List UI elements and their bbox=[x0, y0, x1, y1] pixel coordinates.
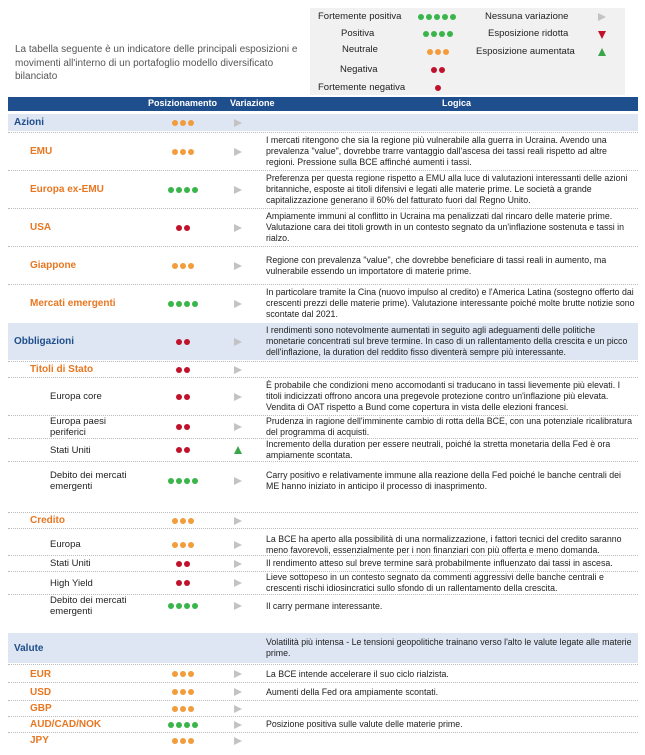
no-change-arrow-icon bbox=[234, 688, 242, 696]
legend-reduced: Esposizione ridotta bbox=[488, 28, 569, 39]
row-label-stati-uniti: Stati Uniti bbox=[50, 444, 91, 456]
no-change-arrow-icon bbox=[234, 366, 242, 374]
logic-text: I mercati ritengono che sia la regione più vulnerabile alla guerra in Ucraina. Avendo una prevalenza "value", dovrebbe trarre vantaggio dall'ascesa dei tassi reali rispetto ad altre regioni. Pressione sulla BCE affinché aumenti i tassi. bbox=[266, 135, 607, 167]
no-change-arrow-icon bbox=[234, 517, 242, 525]
legend-positive-dots bbox=[423, 31, 453, 37]
positioning-indicator bbox=[172, 671, 194, 677]
table-row bbox=[8, 208, 638, 246]
no-change-arrow-icon bbox=[234, 579, 242, 587]
table-row bbox=[8, 361, 638, 377]
logic-text bbox=[266, 733, 636, 748]
no-change-arrow-icon bbox=[234, 423, 242, 431]
table-row bbox=[8, 461, 638, 499]
no-change-arrow-icon bbox=[234, 338, 242, 346]
table-row bbox=[8, 170, 638, 208]
intro-text: La tabella seguente è un indicatore delle principali esposizioni e movimenti all'interno di un portafoglio modello diversificato bilanciato bbox=[15, 44, 298, 82]
no-change-arrow-icon bbox=[234, 224, 242, 232]
positioning-indicator bbox=[172, 518, 194, 524]
no-change-arrow-icon bbox=[234, 541, 242, 549]
table-row bbox=[8, 284, 638, 322]
logic-text bbox=[266, 114, 636, 131]
row-label-obbligazioni: Obbligazioni bbox=[14, 336, 74, 347]
no-change-arrow-icon bbox=[234, 300, 242, 308]
legend-increased-icon bbox=[598, 48, 606, 56]
positioning-indicator bbox=[168, 187, 198, 193]
legend-negative: Negativa bbox=[340, 64, 378, 75]
table-row bbox=[8, 594, 638, 617]
row-label-stati-uniti: Stati Uniti bbox=[50, 558, 91, 569]
row-label-titoli-di-stato: Titoli di Stato bbox=[30, 364, 94, 375]
positioning-indicator bbox=[172, 263, 194, 269]
logic-text: Preferenza per questa regione rispetto a EMU alla luce di valutazioni interessanti delle azioni britanniche, esposte ai titoli difensivi e legati alle materie prime. Le società a grande capitalizzazione generano il 60% del fatturato fuori dal Regno Unito. bbox=[266, 173, 628, 205]
logic-text: In particolare tramite la Cina (nuovo impulso al credito) e l'America Latina (sostegno offerto dai crescenti prezzi delle materie prime). Valutazione interessante poiché molte brutte notizie sono scontate dal 2021. bbox=[266, 287, 635, 319]
no-change-arrow-icon bbox=[234, 705, 242, 713]
no-change-arrow-icon bbox=[234, 393, 242, 401]
table-row bbox=[8, 132, 638, 170]
positioning-indicator bbox=[176, 225, 190, 231]
logic-text: I rendimenti sono notevolmente aumentati in seguito agli adeguamenti delle politiche monetarie concentrati sul breve termine. In caso di un rallentamento della crescita e un picco dell'inflazione, la duration del reddito fisso diventerà sempre più interessante. bbox=[266, 325, 628, 357]
logic-text: Incremento della duration per essere neutrali, poiché la stretta monetaria della Fed è ora ampiamente scontata. bbox=[266, 439, 611, 460]
positioning-indicator bbox=[172, 689, 194, 695]
row-label-giappone: Giappone bbox=[30, 260, 77, 271]
table-row bbox=[8, 555, 638, 571]
table-row bbox=[8, 323, 638, 360]
no-change-arrow-icon bbox=[234, 262, 242, 270]
logic-text bbox=[266, 362, 636, 377]
no-change-arrow-icon bbox=[234, 721, 242, 729]
legend-increased: Esposizione aumentata bbox=[476, 46, 575, 57]
logic-text: Il rendimento atteso sul breve termine sarà probabilmente influenzato dai tassi in ascesa. bbox=[266, 558, 613, 569]
row-label-emu: EMU bbox=[30, 146, 53, 157]
row-label-debito-dei-mercati-emergenti: Debito dei mercati emergenti bbox=[50, 595, 127, 617]
logic-text: È probabile che condizioni meno accomodanti si traducano in tassi lievemente più elevati. I titoli indicizzati offrono ancora una pregevole protezione contro un'inflazione più elevata. Vendita di OAT rispetto a Bund come copertura in vista delle elezioni francesi. bbox=[266, 380, 621, 412]
legend-strong-positive: Fortemente positiva bbox=[318, 11, 402, 22]
row-label-jpy: JPY bbox=[30, 735, 49, 746]
row-label-aud-cad-nok: AUD/CAD/NOK bbox=[30, 719, 102, 730]
logic-text: Regione con prevalenza "value", che dovrebbe beneficiare di tassi reali in aumento, ma vulnerabile essendo un importatore di materie prime. bbox=[266, 254, 607, 276]
header-variation: Variazione bbox=[230, 98, 275, 108]
row-label-europa-ex-emu: Europa ex-EMU bbox=[30, 184, 104, 195]
positioning-indicator bbox=[172, 149, 194, 155]
legend-positive: Positiva bbox=[341, 28, 375, 39]
table-row bbox=[8, 664, 638, 683]
increase-arrow-icon bbox=[234, 446, 242, 454]
logic-text: Prudenza in ragione dell'imminente cambio di rotta della BCE, con una potenziale ricalibratura del programma di acquisti. bbox=[266, 416, 632, 437]
table-row bbox=[8, 571, 638, 594]
legend-strong-positive-dots bbox=[418, 14, 456, 20]
positioning-indicator bbox=[176, 367, 190, 373]
logic-text: Posizione positiva sulle valute delle materie prime. bbox=[266, 719, 463, 730]
row-label-usd: USD bbox=[30, 686, 52, 698]
positioning-indicator bbox=[176, 580, 190, 586]
table-row bbox=[8, 512, 638, 528]
positioning-indicator bbox=[176, 561, 190, 567]
row-label-eur: EUR bbox=[30, 668, 52, 680]
logic-text: Aumenti della Fed ora ampiamente scontati. bbox=[266, 686, 439, 697]
legend-no-change: Nessuna variazione bbox=[485, 11, 569, 22]
row-label-valute: Valute bbox=[14, 642, 44, 654]
positioning-indicator bbox=[168, 722, 198, 728]
table-row bbox=[8, 633, 638, 663]
legend-reduced-icon bbox=[598, 31, 606, 39]
row-label-europa: Europa bbox=[50, 539, 81, 550]
positioning-indicator bbox=[172, 542, 194, 548]
row-label-gbp: GBP bbox=[30, 703, 52, 714]
legend-neutral-dots bbox=[427, 49, 449, 55]
table-row bbox=[8, 377, 638, 415]
legend-negative-dots bbox=[431, 67, 445, 73]
positioning-indicator bbox=[172, 706, 194, 712]
table-row bbox=[8, 716, 638, 732]
table-row bbox=[8, 246, 638, 284]
legend-neutral: Neutrale bbox=[342, 44, 378, 55]
row-label-europa-core: Europa core bbox=[50, 391, 102, 402]
positioning-indicator bbox=[168, 478, 198, 484]
logic-text: Volatilità più intensa - Le tensioni geopolitiche trainano verso l'alto le valute legate alle materie prime. bbox=[266, 637, 632, 658]
header-logic: Logica bbox=[442, 98, 472, 108]
logic-text: La BCE ha aperto alla possibilità di una normalizzazione, i fattori tecnici del credito saranno meno favorevoli, essenzialmente per i non finanziari con più offerta e meno domanda. bbox=[266, 533, 622, 555]
logic-text bbox=[266, 701, 636, 716]
row-label-europa-paesi-periferici: Europa paesi periferici bbox=[50, 416, 106, 438]
table-row bbox=[8, 415, 638, 438]
row-label-debito-dei-mercati-emergenti: Debito dei mercati emergenti bbox=[50, 469, 127, 492]
logic-text: Ampiamente immuni al conflitto in Ucraina ma penalizzati dal rincaro delle materie prime. Valutazione cara dei titoli growth in un contesto segnato da un'inflazione sostenuta e tassi in rialzo. bbox=[266, 211, 625, 243]
table-row bbox=[8, 682, 638, 701]
table-row bbox=[8, 438, 638, 461]
no-change-arrow-icon bbox=[234, 602, 242, 610]
row-label-usa: USA bbox=[30, 222, 52, 233]
positioning-indicator bbox=[176, 394, 190, 400]
positioning-indicator bbox=[176, 339, 190, 345]
no-change-arrow-icon bbox=[234, 477, 242, 485]
no-change-arrow-icon bbox=[234, 148, 242, 156]
row-label-mercati-emergenti: Mercati emergenti bbox=[30, 298, 116, 309]
positioning-indicator bbox=[176, 447, 190, 453]
logic-text: La BCE intende accelerare il suo ciclo rialzista. bbox=[266, 668, 449, 679]
no-change-arrow-icon bbox=[234, 119, 242, 127]
table-row bbox=[8, 700, 638, 716]
logic-text: Lieve sottopeso in un contesto segnato da commenti aggressivi delle banche centrali e crescenti rischi idiosincratici sullo sfondo di un rallentamento della crescita. bbox=[266, 572, 604, 593]
legend bbox=[310, 8, 625, 95]
no-change-arrow-icon bbox=[234, 670, 242, 678]
no-change-arrow-icon bbox=[234, 186, 242, 194]
table-row bbox=[8, 732, 638, 748]
row-label-azioni: Azioni bbox=[14, 117, 44, 128]
positioning-indicator bbox=[172, 120, 194, 126]
row-label-high-yield: High Yield bbox=[50, 577, 93, 589]
logic-text bbox=[266, 513, 636, 528]
header-positioning: Posizionamento bbox=[148, 98, 218, 108]
positioning-indicator bbox=[168, 301, 198, 307]
no-change-arrow-icon bbox=[234, 737, 242, 745]
table-row bbox=[8, 114, 638, 131]
logic-text: Carry positivo e relativamente immune alla reazione della Fed poiché le banche centrali dei ME hanno iniziato in anticipo il processo di inasprimento. bbox=[266, 469, 621, 491]
logic-text: Il carry permane interessante. bbox=[266, 600, 383, 611]
row-label-credito: Credito bbox=[30, 515, 65, 526]
legend-strong-negative: Fortemente negativa bbox=[318, 82, 406, 93]
table-header bbox=[8, 97, 638, 111]
legend-strong-negative-dots bbox=[435, 85, 441, 91]
no-change-arrow-icon bbox=[234, 560, 242, 568]
positioning-indicator bbox=[168, 603, 198, 609]
legend-no-change-icon bbox=[598, 13, 606, 21]
positioning-indicator bbox=[176, 424, 190, 430]
positioning-indicator bbox=[172, 738, 194, 744]
